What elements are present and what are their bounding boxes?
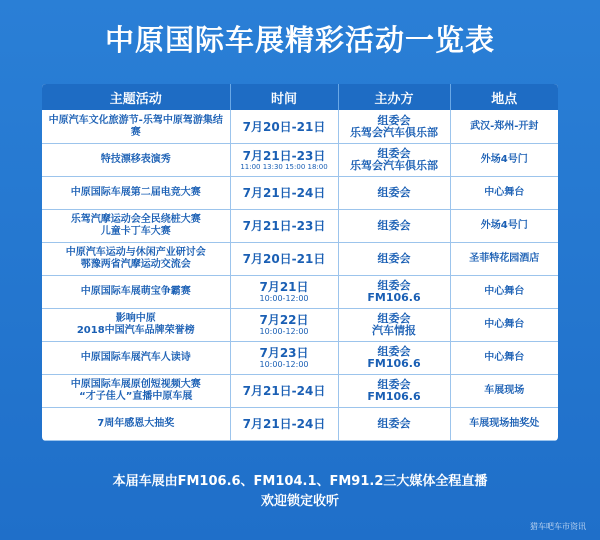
organizer-cell [338, 110, 450, 144]
watermark: 猎车吧车市资讯 [530, 522, 586, 531]
table-row [42, 210, 558, 243]
location-cell: 外场4号门 [450, 210, 558, 243]
header-location: 地点 [450, 84, 558, 110]
organizer-cell [338, 408, 450, 441]
activity-name: 乐驾汽摩运动会全民绕桩大赛 [70, 214, 201, 225]
organizer-cell [338, 375, 450, 408]
location-cell: 中心舞台 [450, 177, 558, 210]
organizer-name: 组委会 [377, 113, 411, 127]
activity-cell [42, 243, 230, 276]
time-cell [230, 375, 338, 408]
time-cell [230, 276, 338, 309]
table-row [42, 309, 558, 342]
activity-cell [42, 276, 230, 309]
activity-cell [42, 342, 230, 375]
location-cell: 中心舞台 [450, 342, 558, 375]
time-date: 7月23日 [259, 346, 309, 360]
header-activity: 主题活动 [42, 84, 230, 110]
activity-cell [42, 210, 230, 243]
location-cell: 车展现场 [450, 375, 558, 408]
activity-name: 影响中原 [115, 313, 156, 324]
organizer-cell [338, 243, 450, 276]
organizer-name: 组委会 [377, 279, 411, 292]
location-cell: 圣菲特花园酒店 [450, 243, 558, 276]
activity-cell [42, 309, 230, 342]
activity-name: 中原国际车展汽车人读诗 [80, 352, 191, 363]
time-date: 7月21日-24日 [242, 186, 326, 200]
organizer-name: FM106.6 [367, 357, 421, 370]
organizer-cell [338, 177, 450, 210]
organizer-name: 组委会 [377, 345, 411, 358]
page-title: 中原国际车展精彩活动一览表 [104, 23, 495, 57]
activity-name: 2018中国汽车品牌荣誉榜 [76, 325, 195, 336]
organizer-name: FM106.6 [367, 291, 421, 304]
time-cell [230, 144, 338, 177]
activity-name: 中原国际车展原创短视频大赛 [70, 379, 201, 390]
organizer-cell [338, 144, 450, 177]
time-slot: 10:00-12:00 [259, 360, 309, 369]
table-row [42, 243, 558, 276]
time-cell [230, 309, 338, 342]
time-cell [230, 342, 338, 375]
activity-name: 中原国际车展萌宝争霸赛 [80, 286, 191, 297]
time-date: 7月21日-23日 [242, 219, 326, 233]
activity-table [42, 84, 558, 441]
activity-name: 特技漂移表演秀 [100, 154, 171, 165]
table-header-row [42, 84, 558, 110]
table-row [42, 408, 558, 441]
activity-cell [42, 375, 230, 408]
organizer-cell [338, 276, 450, 309]
organizer-name: 组委会 [377, 312, 411, 325]
activity-cell [42, 144, 230, 177]
activity-cell [42, 408, 230, 441]
time-date: 7月21日 [259, 280, 309, 294]
time-cell [230, 243, 338, 276]
organizer-name: 组委会 [377, 417, 411, 430]
activity-cell [42, 177, 230, 210]
footer-broadcast-note: 本届车展由FM106.6、FM104.1、FM91.2三大媒体全程直播 [112, 474, 488, 489]
time-cell [230, 110, 338, 144]
table-row [42, 375, 558, 408]
header-time: 时间 [230, 84, 338, 110]
location-cell: 车展现场抽奖处 [450, 408, 558, 441]
location-cell: 外场4号门 [450, 144, 558, 177]
organizer-name: 组委会 [377, 219, 411, 232]
organizer-name: 组委会 [377, 252, 411, 265]
activity-name: “才子佳人”直播中原车展 [79, 391, 193, 402]
table-body [42, 110, 558, 441]
activity-name: 中原国际车展第二届电竞大赛 [70, 187, 201, 198]
time-date: 7月21日-24日 [242, 417, 326, 431]
time-cell [230, 210, 338, 243]
organizer-name: 组委会 [377, 378, 411, 391]
organizer-name: 汽车情报 [372, 324, 416, 337]
location-cell: 武汉-郑州-开封 [450, 110, 558, 144]
footer-tune-in: 欢迎锁定收听 [260, 494, 339, 509]
activity-name: 中原汽车运动与休闲产业研讨会 [65, 247, 206, 258]
activity-name: 中原汽车文化旅游节-乐驾中原驾游集结赛 [48, 114, 223, 138]
table-row [42, 276, 558, 309]
activity-name: 鄂豫两省汽摩运动交流会 [80, 259, 191, 270]
organizer-name: 组委会 [377, 147, 411, 160]
activity-name: 儿童卡丁车大赛 [100, 226, 171, 237]
time-date: 7月20日-21日 [242, 119, 326, 134]
organizer-cell [338, 342, 450, 375]
activity-cell [42, 110, 230, 144]
time-date: 7月21日-23日 [242, 148, 326, 163]
location-cell: 中心舞台 [450, 309, 558, 342]
time-date: 7月20日-21日 [242, 252, 326, 266]
organizer-name: 乐驾会汽车俱乐部 [350, 125, 438, 139]
time-slot: 10:00-12:00 [259, 294, 309, 303]
time-slot: 11:00 13:30 15:00 18:00 [240, 162, 328, 171]
organizer-name: 乐驾会汽车俱乐部 [350, 159, 438, 172]
header-organizer: 主办方 [338, 84, 450, 110]
organizer-cell [338, 210, 450, 243]
table-row [42, 144, 558, 177]
activity-name: 7周年感恩大抽奖 [97, 418, 175, 429]
time-cell [230, 177, 338, 210]
location-cell: 中心舞台 [450, 276, 558, 309]
time-slot: 10:00-12:00 [259, 327, 309, 336]
time-date: 7月21日-24日 [242, 384, 326, 398]
organizer-name: 组委会 [377, 186, 411, 199]
table-row [42, 177, 558, 210]
organizer-cell [338, 309, 450, 342]
organizer-name: FM106.6 [367, 390, 421, 403]
time-cell [230, 408, 338, 441]
time-date: 7月22日 [259, 313, 309, 327]
table-row [42, 110, 558, 144]
table-row [42, 342, 558, 375]
